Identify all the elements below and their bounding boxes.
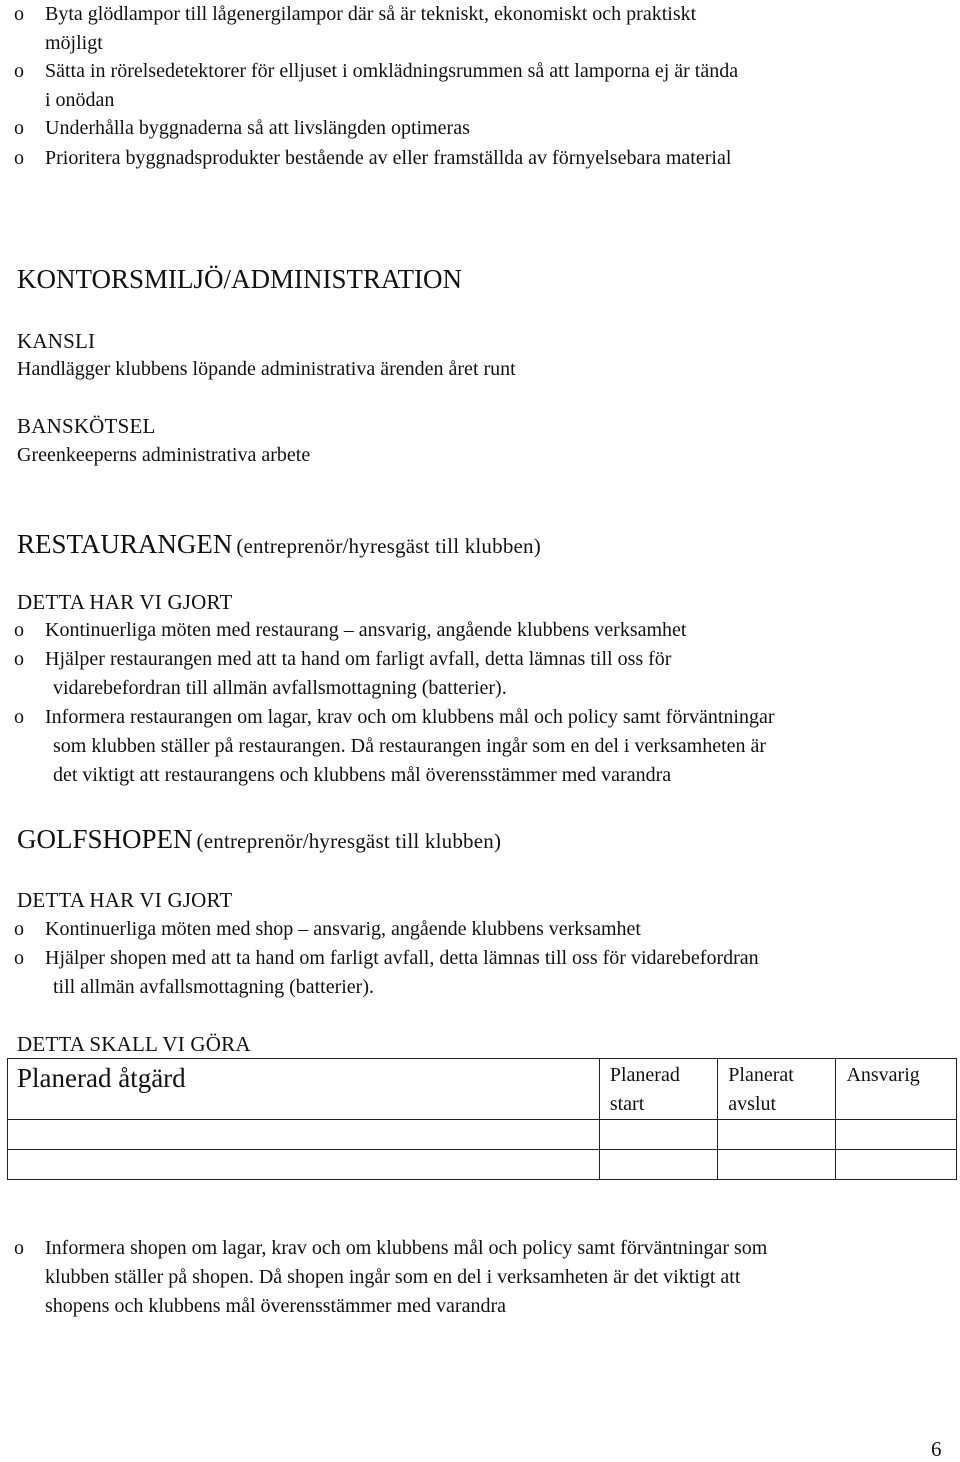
table-cell xyxy=(599,1120,717,1150)
page-number: 6 xyxy=(931,1437,942,1461)
table-header-row xyxy=(8,1059,957,1120)
subheading-done: DETTA HAR VI GJORT xyxy=(17,590,233,614)
section-heading-kontorsmiljo: KONTORSMILJÖ/ADMINISTRATION xyxy=(17,264,463,294)
table-cell xyxy=(8,1150,600,1180)
header-planned-action: Planerad åtgärd xyxy=(8,1059,600,1120)
table-row xyxy=(8,1150,957,1180)
subheading-kansli: KANSLI xyxy=(17,329,96,353)
table-cell xyxy=(836,1150,957,1180)
table-row xyxy=(8,1120,957,1150)
table-cell xyxy=(599,1150,717,1180)
subheading-todo: DETTA SKALL VI GÖRA xyxy=(17,1032,251,1056)
section-heading-golfshopen: GOLFSHOPEN (entreprenör/hyresgäst till klubben) xyxy=(17,824,502,854)
header-responsible: Ansvarig xyxy=(836,1059,957,1120)
header-planned-start: Planerad start xyxy=(599,1059,717,1120)
table-cell xyxy=(836,1120,957,1150)
subheading-banskotsel: BANSKÖTSEL xyxy=(17,414,156,438)
kansli-text: Handlägger klubbens löpande administrativa ärenden året runt xyxy=(17,358,516,380)
section-heading-restaurangen: RESTAURANGEN (entreprenör/hyresgäst till klubben) xyxy=(17,529,541,559)
banskotsel-text: Greenkeeperns administrativa arbete xyxy=(17,444,311,466)
table-cell xyxy=(718,1150,836,1180)
planned-actions-table xyxy=(7,1058,957,1180)
table-cell xyxy=(718,1120,836,1150)
header-planned-end: Planerat avslut xyxy=(718,1059,836,1120)
subheading-done: DETTA HAR VI GJORT xyxy=(17,888,233,912)
table-cell xyxy=(8,1120,600,1150)
